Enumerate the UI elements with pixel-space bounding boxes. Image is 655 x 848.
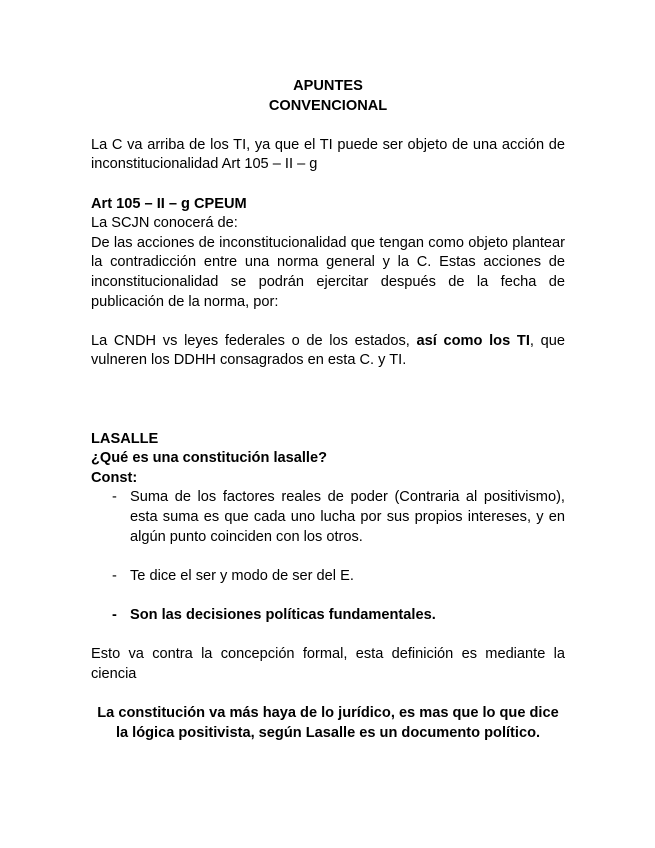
cndh-text-after: , que vulneren los DDHH consagrados en esta C. y TI. bbox=[91, 332, 565, 369]
bullet-text: Son las decisiones políticas fundamentales. bbox=[130, 607, 436, 624]
bullet-dash: - bbox=[112, 489, 117, 506]
article-paragraph: De las acciones de inconstitucionalidad que tengan como objeto plantear la contradicción entre una norma general y la C. Estas acciones de inconstitucionalidad se podrán ejercitar después de la fecha de publicación de la norma, por: bbox=[91, 234, 565, 310]
cndh-text-bold: así como los TI bbox=[416, 332, 530, 349]
spacer bbox=[91, 586, 565, 606]
formal-paragraph: Esto va contra la concepción formal, esta definición es mediante la ciencia bbox=[91, 646, 565, 682]
lasalle-heading: LASALLE bbox=[91, 430, 159, 447]
spacer bbox=[91, 175, 565, 195]
list-item bbox=[91, 567, 565, 587]
spacer bbox=[91, 684, 565, 704]
conclusion-paragraph: La constitución va más haya de lo jurídico, es mas que lo que dice la lógica positivista, según Lasalle es un documento político. bbox=[97, 705, 559, 741]
spacer bbox=[91, 547, 565, 567]
bullet-dash: - bbox=[112, 567, 117, 584]
article-heading: Art 105 – II – g CPEUM bbox=[91, 195, 247, 212]
cndh-paragraph bbox=[91, 332, 565, 371]
bullet-dash: - bbox=[112, 607, 117, 624]
const-label: Const: bbox=[91, 469, 138, 486]
document-page bbox=[91, 77, 565, 743]
spacer bbox=[91, 312, 565, 332]
spacer bbox=[91, 116, 565, 136]
list-item bbox=[91, 606, 565, 626]
lasalle-question: ¿Qué es una constitución lasalle? bbox=[91, 450, 327, 467]
list-item bbox=[91, 488, 565, 547]
spacer bbox=[91, 371, 565, 430]
spacer bbox=[91, 626, 565, 646]
bullet-text: Suma de los factores reales de poder (Contraria al positivismo), esta suma es que cada uno lucha por sus propios intereses, y en algún punto coinciden con los otros. bbox=[130, 489, 565, 545]
cndh-text-before: La CNDH vs leyes federales o de los estados, bbox=[91, 332, 417, 349]
intro-paragraph: La C va arriba de los TI, ya que el TI puede ser objeto de una acción de inconstitucionalidad Art 105 – II – g bbox=[91, 136, 565, 173]
article-subheading: La SCJN conocerá de: bbox=[91, 215, 238, 232]
bullet-text: Te dice el ser y modo de ser del E. bbox=[130, 567, 354, 584]
title-line-2: CONVENCIONAL bbox=[268, 97, 388, 114]
title-line-1: APUNTES bbox=[293, 78, 363, 94]
